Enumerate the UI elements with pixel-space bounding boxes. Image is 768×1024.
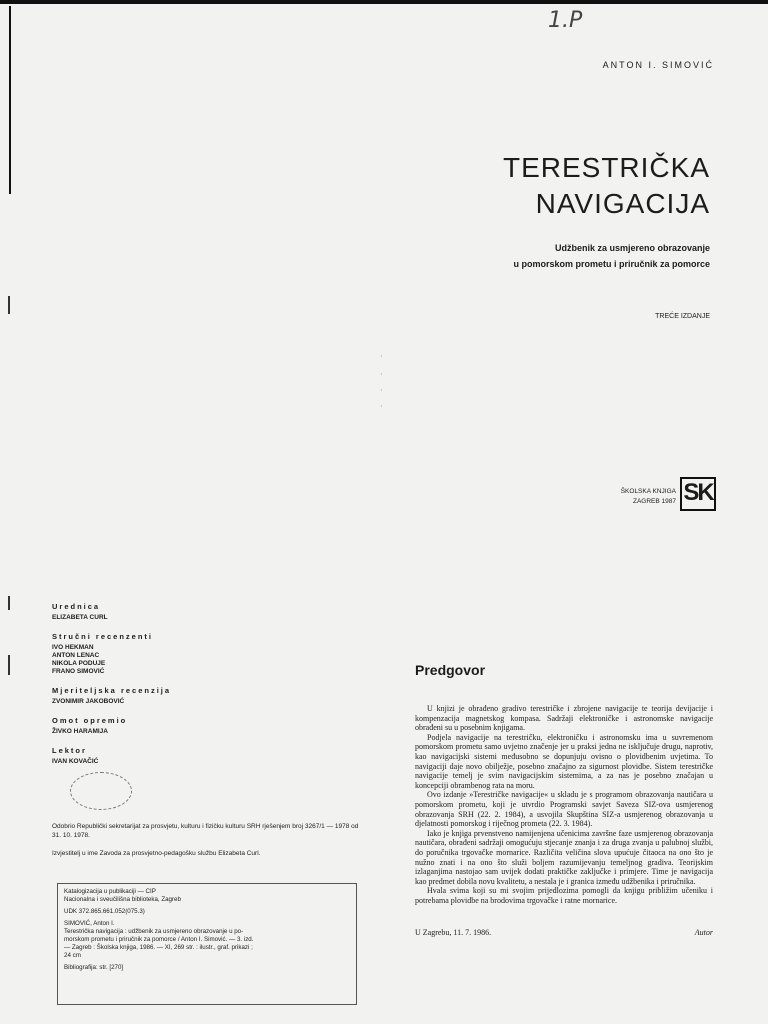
credit-name: ANTON LENAC bbox=[52, 652, 100, 659]
preface-paragraph: Hvala svima koji su mi svojim prijedlozima pomogli da knjigu približim učeniku i potrebama plovidbe na brodovima trgovačke i ratne mornarice. bbox=[415, 886, 713, 905]
book-title bbox=[503, 150, 710, 222]
credit-group bbox=[52, 686, 372, 706]
publisher-logo: SK bbox=[680, 477, 716, 511]
author-signature: Autor bbox=[694, 928, 713, 937]
scan-speck: · bbox=[380, 352, 383, 361]
credit-group bbox=[52, 602, 372, 622]
credit-name: NIKOLA PODUJE bbox=[52, 660, 106, 667]
scan-mark bbox=[8, 296, 10, 314]
subtitle-line: Udžbenik za usmjereno obrazovanje bbox=[554, 243, 710, 253]
preface-body bbox=[415, 704, 713, 905]
cip-line: — Zagreb : Školska knjiga, 1986. — XI, 269 str. : ilustr., graf. prikazi ; bbox=[64, 944, 253, 951]
cip-line: UDK 372.865.661.052(075.3) bbox=[64, 908, 145, 915]
cip-line: Katalogizacija u publikaciji — CIP bbox=[64, 888, 156, 895]
scan-mark bbox=[8, 596, 10, 610]
cip-line: Terestrička navigacija : udžbenik za usmjereno obrazovanje u po- bbox=[64, 928, 244, 935]
preface-signoff bbox=[415, 928, 713, 937]
credits-block bbox=[52, 602, 372, 776]
cip-line: morskom prometu i priručnik za pomorce / Anton I. Simović. — 3. izd. bbox=[64, 936, 254, 943]
cip-line: Nacionalna i sveučilišna biblioteka, Zagreb bbox=[64, 896, 181, 903]
credit-name: IVO HEKMAN bbox=[52, 644, 94, 651]
credit-group bbox=[52, 632, 372, 676]
credit-name: ZVONIMIR JAKOBOVIĆ bbox=[52, 698, 125, 705]
subtitle-line: u pomorskom prometu i priručnik za pomorce bbox=[513, 259, 710, 269]
preface-heading: Predgovor bbox=[415, 662, 486, 678]
scan-top-border bbox=[0, 0, 768, 4]
credit-role: Mjeriteljska recenzija bbox=[52, 686, 172, 695]
credit-name: FRANO SIMOVIĆ bbox=[52, 668, 105, 675]
approval-note: Odobrio Republički sekretarijat za prosvjetu, kulturu i fizičku kulturu SRH rješenjem broj 3267/1 — 1978 od 31. 10. 1978. bbox=[52, 823, 359, 839]
credit-role: Urednica bbox=[52, 602, 101, 611]
scan-speck: · bbox=[380, 402, 383, 411]
handwritten-annotation: 1.P bbox=[548, 8, 583, 33]
book-subtitle bbox=[513, 240, 710, 272]
place-date: U Zagrebu, 11. 7. 1986. bbox=[415, 928, 492, 937]
edition-label: TREĆE IZDANJE bbox=[655, 313, 710, 320]
publisher-info bbox=[620, 487, 676, 507]
preface-paragraph: U knjizi je obrađeno gradivo terestričke i zbrojene navigacije te teorija devijacije i kompenzacija magnetskog kompasa. Sadržaji elektroničke i astronomske navigacije obrađeni su u posebnim knjigama. bbox=[415, 704, 713, 733]
title-line: NAVIGACIJA bbox=[535, 188, 710, 219]
reporter-note: Izvjestitelj u ime Zavoda za prosvjetno-pedagošku službu Elizabeta Curl. bbox=[52, 850, 261, 857]
cip-record bbox=[57, 883, 357, 1005]
credit-role: Stručni recenzenti bbox=[52, 632, 154, 641]
preface-paragraph: Podjela navigacije na terestričku, elektroničku i astronomsku ima u suvremenom pomorskom prometu samo uvjetno značenje jer u praksi jedna ne isključuje drugu, naprotiv, kao navigacijski sistemi međusobno se dopunjuju ovisno o plovidbenim uvjetima. To navigaciji daje novo obilježje, posebno značajno za sigurnost plovidbe. Sistem terestričke navigacije temelj je svim navigacijskim sistemima, a za nas je posebno značajan u koncepciji obrambenog rata na moru. bbox=[415, 732, 713, 790]
credit-name: IVAN KOVAČIĆ bbox=[52, 758, 99, 765]
cip-line: Bibliografija: str. [270] bbox=[64, 964, 124, 971]
preface-paragraph: Iako je knjiga prvenstveno namijenjena učenicima završne faze usmjerenog obrazovanja nautičara, obrađeni sadržaji omogućuju stjecanje znanja i za druga zvanja u palubnoj službi, do poručnika trgovačke mornarice. Različita veličina slova upućuje čitaoca na ono što je nužno znati i na ono što služi boljem razumijevanju temeljnog gradiva. Teorijskim izlaganjima nastojao sam uvijek dodati praktičke zaključke i primjere. Time je navigacija kao predmet dobila novu kvalitetu, a nestala je i granica između udžbenika i priručnika. bbox=[415, 828, 713, 886]
scan-speck: · bbox=[380, 386, 383, 395]
signature-stamp bbox=[70, 772, 132, 810]
credit-group bbox=[52, 716, 372, 736]
credit-role: Omot opremio bbox=[52, 716, 128, 725]
author-name: ANTON I. SIMOVIĆ bbox=[602, 60, 714, 70]
cip-line: 24 cm bbox=[64, 952, 81, 959]
publisher-line: ŠKOLSKA KNJIGA bbox=[620, 488, 676, 495]
credit-name: ELIZABETA CURL bbox=[52, 614, 108, 621]
publisher-line: ZAGREB 1987 bbox=[633, 498, 676, 505]
title-line: TERESTRIČKA bbox=[502, 152, 710, 183]
credit-name: ŽIVKO HARAMIJA bbox=[52, 728, 108, 735]
credit-role: Lektor bbox=[52, 746, 87, 755]
cip-line: SIMOVIĆ, Anton I. bbox=[64, 920, 115, 927]
scan-left-border bbox=[9, 6, 11, 194]
scan-speck: · bbox=[380, 370, 383, 379]
scan-mark bbox=[8, 655, 10, 675]
preface-paragraph: Ovo izdanje »Terestričke navigacije« u skladu je s programom obrazovanja nautičara u pomorskom prometu, koji je utvrdio Programski savjet Saveza SIZ-ova usmjerenog obrazovanja SRH (22. 2. 1984), a usvojila Skupština SIZ-a usmjerenog obrazovanja u djelatnosti pomorskog i riječnog prometa (22. 3. 1984). bbox=[415, 790, 713, 829]
credit-group bbox=[52, 746, 372, 766]
